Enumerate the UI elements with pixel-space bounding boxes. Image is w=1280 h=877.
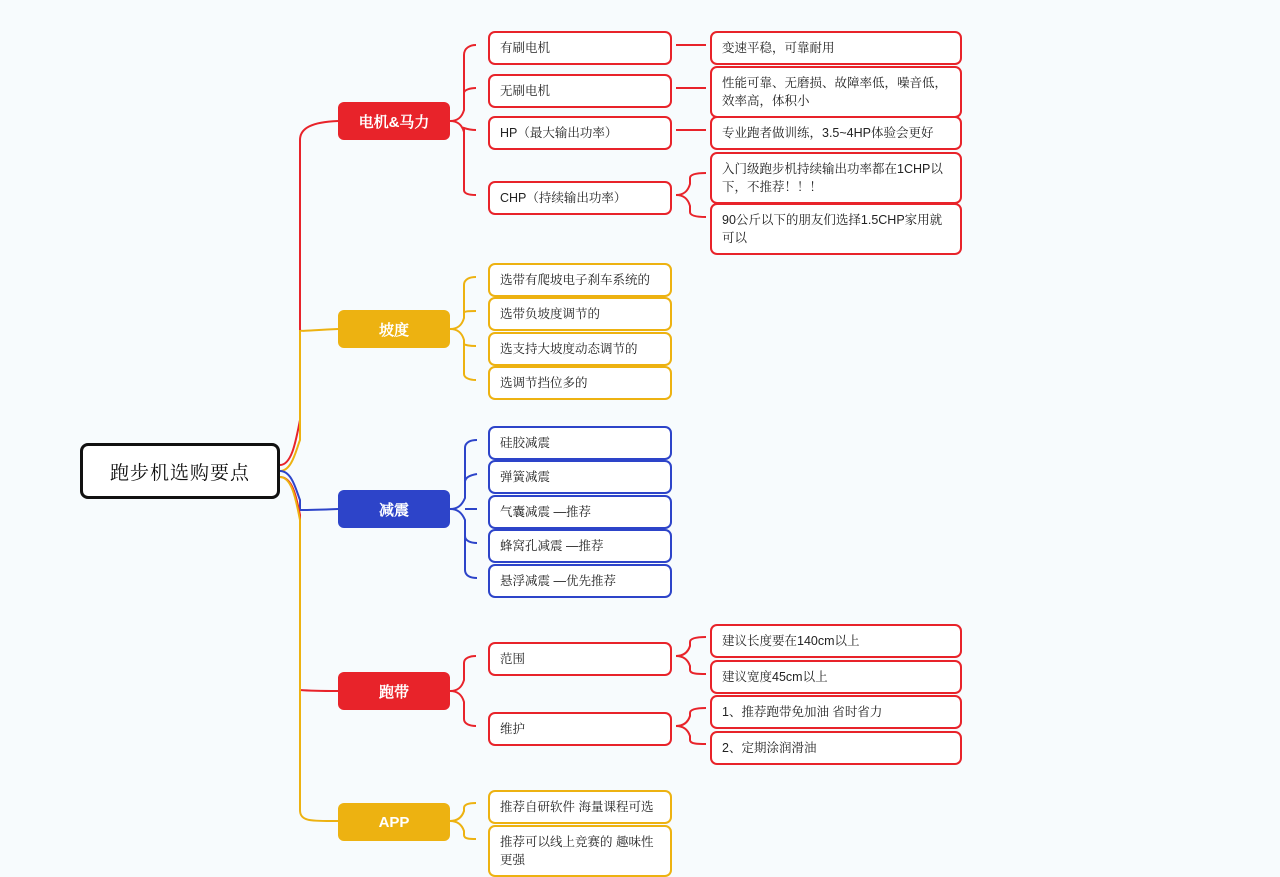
leaf-node-belt-maintenance[interactable] (488, 712, 672, 746)
branch-node-belt-label: 跑带 (378, 683, 409, 701)
branch-node-slope[interactable] (338, 310, 450, 348)
leaf-label: 气囊减震 —推荐 (500, 505, 591, 519)
leaf-label: 选带负坡度调节的 (500, 307, 601, 321)
leaf-label: 蜂窝孔减震 —推荐 (500, 539, 604, 553)
leaf-label: 推荐可以线上竞赛的 趣味性更强 (500, 835, 654, 868)
leaf-label: 选调节挡位多的 (500, 376, 588, 390)
leaf-node-shock-5[interactable] (488, 564, 672, 598)
detail-label: 建议长度要在140cm以上 (722, 634, 860, 648)
leaf-node-app-2[interactable] (488, 825, 672, 877)
leaf-node-slope-3[interactable] (488, 332, 672, 366)
leaf-node-app-1[interactable] (488, 790, 672, 824)
detail-label: 性能可靠、无磨损、故障率低，噪音低，效率高，体积小 (722, 76, 948, 109)
detail-node-brushed-motor-1[interactable] (710, 31, 962, 65)
leaf-node-shock-1[interactable] (488, 426, 672, 460)
detail-node-belt-width[interactable] (710, 660, 962, 694)
leaf-label: 选支持大坡度动态调节的 (500, 342, 638, 356)
detail-node-chp-1[interactable] (710, 152, 962, 204)
root-node[interactable] (80, 443, 280, 499)
branch-node-shock-label: 减震 (378, 501, 409, 519)
branch-node-slope-label: 坡度 (378, 321, 409, 339)
leaf-node-shock-4[interactable] (488, 529, 672, 563)
leaf-label: 维护 (500, 722, 526, 736)
detail-label: 入门级跑步机持续输出功率都在1CHP以下，不推荐！！！ (722, 162, 943, 195)
branch-node-belt[interactable] (338, 672, 450, 710)
leaf-label: 悬浮减震 —优先推荐 (500, 574, 616, 588)
leaf-label: 弹簧减震 (500, 470, 551, 484)
leaf-node-hp[interactable] (488, 116, 672, 150)
branch-node-app[interactable] (338, 803, 450, 841)
detail-node-hp-1[interactable] (710, 116, 962, 150)
leaf-label: 推荐自研软件 海量课程可选 (500, 800, 654, 814)
detail-label: 变速平稳，可靠耐用 (722, 41, 835, 55)
leaf-label: CHP（持续输出功率） (500, 191, 627, 205)
leaf-node-chp[interactable] (488, 181, 672, 215)
leaf-node-slope-1[interactable] (488, 263, 672, 297)
detail-label: 90公斤以下的朋友们选择1.5CHP家用就可以 (722, 213, 943, 246)
detail-label: 建议宽度45cm以上 (722, 670, 828, 684)
branch-node-motor-label: 电机&马力 (358, 113, 430, 131)
leaf-node-brushless-motor[interactable] (488, 74, 672, 108)
detail-node-belt-maintenance-2[interactable] (710, 731, 962, 765)
leaf-label: 无刷电机 (500, 84, 551, 98)
leaf-label: 范围 (500, 652, 526, 666)
detail-label: 1、推荐跑带免加油 省时省力 (722, 705, 883, 719)
leaf-node-slope-2[interactable] (488, 297, 672, 331)
leaf-label: 硅胶减震 (500, 436, 551, 450)
leaf-node-shock-2[interactable] (488, 460, 672, 494)
detail-node-brushless-motor-1[interactable] (710, 66, 962, 118)
root-node-label: 跑步机选购要点 (109, 462, 250, 484)
detail-node-belt-length[interactable] (710, 624, 962, 658)
detail-node-belt-maintenance-1[interactable] (710, 695, 962, 729)
leaf-node-slope-4[interactable] (488, 366, 672, 400)
leaf-node-shock-3[interactable] (488, 495, 672, 529)
detail-node-chp-2[interactable] (710, 203, 962, 255)
leaf-label: 选带有爬坡电子刹车系统的 (500, 273, 651, 287)
branch-node-motor[interactable] (338, 102, 450, 140)
leaf-label: 有刷电机 (500, 41, 551, 55)
branch-node-shock[interactable] (338, 490, 450, 528)
detail-label: 专业跑者做训练，3.5~4HP体验会更好 (722, 126, 934, 140)
leaf-label: HP（最大输出功率） (500, 126, 618, 140)
branch-node-app-label: APP (378, 813, 410, 831)
detail-label: 2、定期涂润滑油 (722, 741, 817, 755)
leaf-node-belt-range[interactable] (488, 642, 672, 676)
leaf-node-brushed-motor[interactable] (488, 31, 672, 65)
